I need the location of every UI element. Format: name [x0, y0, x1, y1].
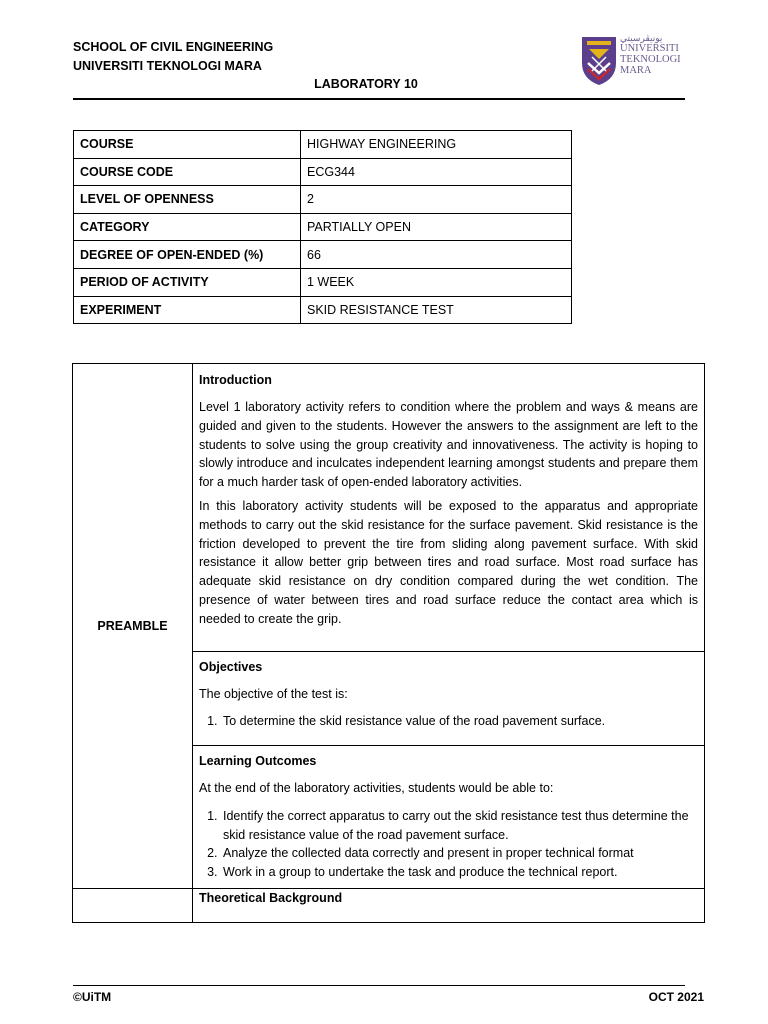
footer-date: OCT 2021 — [648, 990, 704, 1004]
info-key: CATEGORY — [74, 213, 301, 241]
course-info-table — [73, 130, 572, 324]
footer-copyright: ©UiTM — [73, 990, 112, 1004]
theoretical-background-section — [199, 889, 698, 907]
uitm-logo — [580, 33, 684, 87]
logo-text: UNIVERSITI TEKNOLOGI MARA — [620, 43, 681, 76]
university-name: UNIVERSITI TEKNOLOGI MARA — [73, 59, 262, 73]
logo-jawi-script: ﯾﻮﻧﯿﭭﺮﺳﯿﺘﻲ — [620, 33, 663, 43]
list-item: 1. Identify the correct apparatus to carry out the skid resistance test thus determine the skid resistance value of the road pavement surface. — [221, 807, 698, 845]
lab-title: LABORATORY 10 — [314, 77, 418, 91]
objectives-heading: Objectives — [199, 660, 263, 674]
introduction-paragraph: In this laboratory activity students will be exposed to the apparatus and appropriate methods to carry out the skid resistance for the surface pavement. Skid resistance is the friction developed to prevent the tire from sliding along pavement surface. With skid resistance it allow better grip between tires and road surface. Most road surface has adequate skid resistance on dry condition compared during the wet condition. The presence of water between tires and road surface reduce the contact area which is needed to create the grip. — [199, 498, 698, 626]
info-key: COURSE CODE — [74, 158, 301, 186]
objectives-intro: The objective of the test is: — [199, 687, 348, 701]
table-row — [74, 131, 572, 159]
introduction-paragraph: Level 1 laboratory activity refers to condition where the problem and ways & means are guided and given to the students. However the answers to the assignment are left to the students to solve using the group creativity and innovativeness. The activity is hoping to slowly introduce and inculcates independent learning amongst students and prepare them for a much harder task of open-ended laboratory activities. — [199, 400, 698, 490]
learning-outcomes-intro: At the end of the laboratory activities, students would be able to: — [199, 781, 554, 795]
preamble-label: PREAMBLE — [97, 619, 168, 633]
info-value: HIGHWAY ENGINEERING — [301, 131, 572, 159]
table-row — [74, 268, 572, 296]
info-key: COURSE — [74, 131, 301, 159]
header-school-block — [73, 38, 273, 76]
info-value: 1 WEEK — [301, 268, 572, 296]
footer-divider — [73, 985, 685, 986]
info-value: 2 — [301, 186, 572, 214]
column-divider — [192, 363, 193, 923]
introduction-section — [199, 371, 698, 629]
objectives-list — [199, 712, 698, 731]
learning-outcomes-list — [199, 807, 698, 882]
table-row — [74, 186, 572, 214]
learning-outcomes-section — [199, 752, 698, 882]
info-value: 66 — [301, 241, 572, 269]
learning-outcomes-heading: Learning Outcomes — [199, 754, 317, 768]
info-key: PERIOD OF ACTIVITY — [74, 268, 301, 296]
objectives-section — [199, 658, 698, 731]
info-key: LEVEL OF OPENNESS — [74, 186, 301, 214]
list-item: 1. To determine the skid resistance value of the road pavement surface. — [221, 712, 698, 731]
table-row — [74, 241, 572, 269]
info-key: DEGREE OF OPEN-ENDED (%) — [74, 241, 301, 269]
uitm-crest-icon — [580, 33, 618, 87]
table-row — [74, 296, 572, 324]
info-value: PARTIALLY OPEN — [301, 213, 572, 241]
info-value: ECG344 — [301, 158, 572, 186]
info-value: SKID RESISTANCE TEST — [301, 296, 572, 324]
table-row — [74, 213, 572, 241]
school-name: SCHOOL OF CIVIL ENGINEERING — [73, 40, 274, 54]
row-divider — [192, 745, 705, 746]
theoretical-background-heading: Theoretical Background — [199, 891, 343, 905]
introduction-heading: Introduction — [199, 373, 272, 387]
info-key: EXPERIMENT — [74, 296, 301, 324]
table-row — [74, 158, 572, 186]
list-item: 2. Analyze the collected data correctly and present in proper technical format — [221, 844, 698, 863]
list-item: 3. Work in a group to undertake the task and produce the technical report. — [221, 863, 698, 882]
row-divider — [192, 651, 705, 652]
header-divider — [73, 98, 685, 100]
